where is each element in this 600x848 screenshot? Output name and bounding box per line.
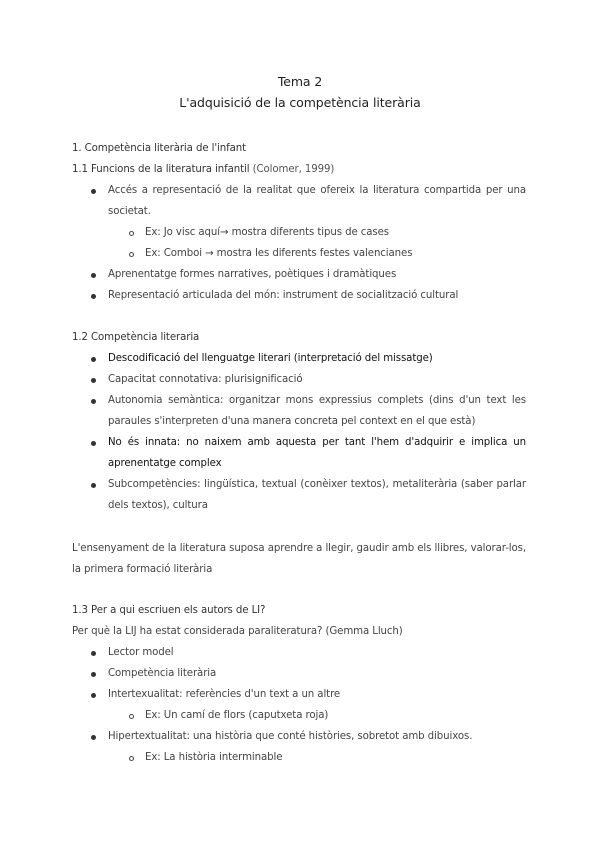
section-1-1-heading <box>72 163 334 177</box>
list-item-text: Hipertextualitat: una història que conté històries, sobretot amb dibuixos. <box>108 731 473 742</box>
list-item-text: Aprenentatge formes narratives, poètiques i dramàtiques <box>108 269 397 280</box>
bullet-dot <box>91 483 96 488</box>
section-1-2-heading: 1.2 Competència literaria <box>72 332 200 343</box>
bullet-dot <box>91 651 96 656</box>
sub-list-item-text: Ex: Jo visc aquí→ mostra diferents tipus de cases <box>145 227 389 238</box>
list-item-text: Subcompetències: lingüística, textual (conèixer textos), metaliterària (saber parlar <box>108 479 526 490</box>
list-item-text: aprenentatge complex <box>108 458 222 469</box>
list-item-text: Intertexualitat: referències d'un text a un altre <box>108 689 341 700</box>
section-1-3-intro: Per què la LIJ ha estat considerada paraliteratura? (Gemma Lluch) <box>72 626 403 637</box>
list-item-text: Descodificació del llenguatge literari (interpretació del missatge) <box>108 353 433 364</box>
list-item-text: Accés a representació de la realitat que ofereix la literatura compartida per una <box>108 185 526 196</box>
sub-list-item-text: Ex: Un camí de flors (caputxeta roja) <box>145 710 329 721</box>
bullet-dot <box>91 357 96 362</box>
list-item-text: Representació articulada del món: instrument de socialització cultural <box>108 290 459 301</box>
list-item-text: No és innata: no naixem amb aquesta per tant l'hem d'adquirir e implica un <box>108 437 526 448</box>
bullet-dot <box>91 735 96 740</box>
sub-bullet-circle <box>129 231 134 236</box>
bullet-dot <box>91 189 96 194</box>
list-item-text: Autonomia semàntica: organitzar mons expressius complets (dins d'un text les <box>108 395 526 406</box>
list-item-text: dels textos), cultura <box>108 500 208 511</box>
bullet-dot <box>91 672 96 677</box>
list-item-text: Capacitat connotativa: plurisignificació <box>108 374 303 385</box>
bullet-dot <box>91 294 96 299</box>
paragraph-text: la primera formació literària <box>72 564 213 575</box>
sub-list-item-text: Ex: Comboi → mostra les diferents festes valencianes <box>145 248 413 259</box>
section-1-heading: 1. Competència literària de l'infant <box>72 143 247 154</box>
bullet-dot <box>91 273 96 278</box>
list-item-text: Competència literària <box>108 668 217 679</box>
list-item-text: Lector model <box>108 647 174 658</box>
sub-list-item-text: Ex: La història interminable <box>145 752 283 763</box>
sub-bullet-circle <box>129 252 134 257</box>
bullet-dot <box>91 399 96 404</box>
document-subtitle: L'adquisició de la competència literària <box>179 95 421 110</box>
bullet-dot <box>91 378 96 383</box>
bullet-dot <box>91 693 96 698</box>
list-item-text: societat. <box>108 206 151 217</box>
section-1-1-citation: (Colomer, 1999) <box>249 164 335 175</box>
document-title: Tema 2 <box>277 74 323 89</box>
sub-bullet-circle <box>129 714 134 719</box>
sub-bullet-circle <box>129 756 134 761</box>
paragraph-text: L'ensenyament de la literatura suposa aprendre a llegir, gaudir amb els llibres, valorar-los, <box>72 543 526 554</box>
bullet-dot <box>91 441 96 446</box>
list-item-text: paraules s'interpreten d'una manera concreta pel context en el que està) <box>108 416 476 427</box>
section-1-1-title: 1.1 Funcions de la literatura infantil <box>72 164 250 175</box>
section-1-3-heading: 1.3 Per a qui escriuen els autors de LI? <box>72 605 266 616</box>
